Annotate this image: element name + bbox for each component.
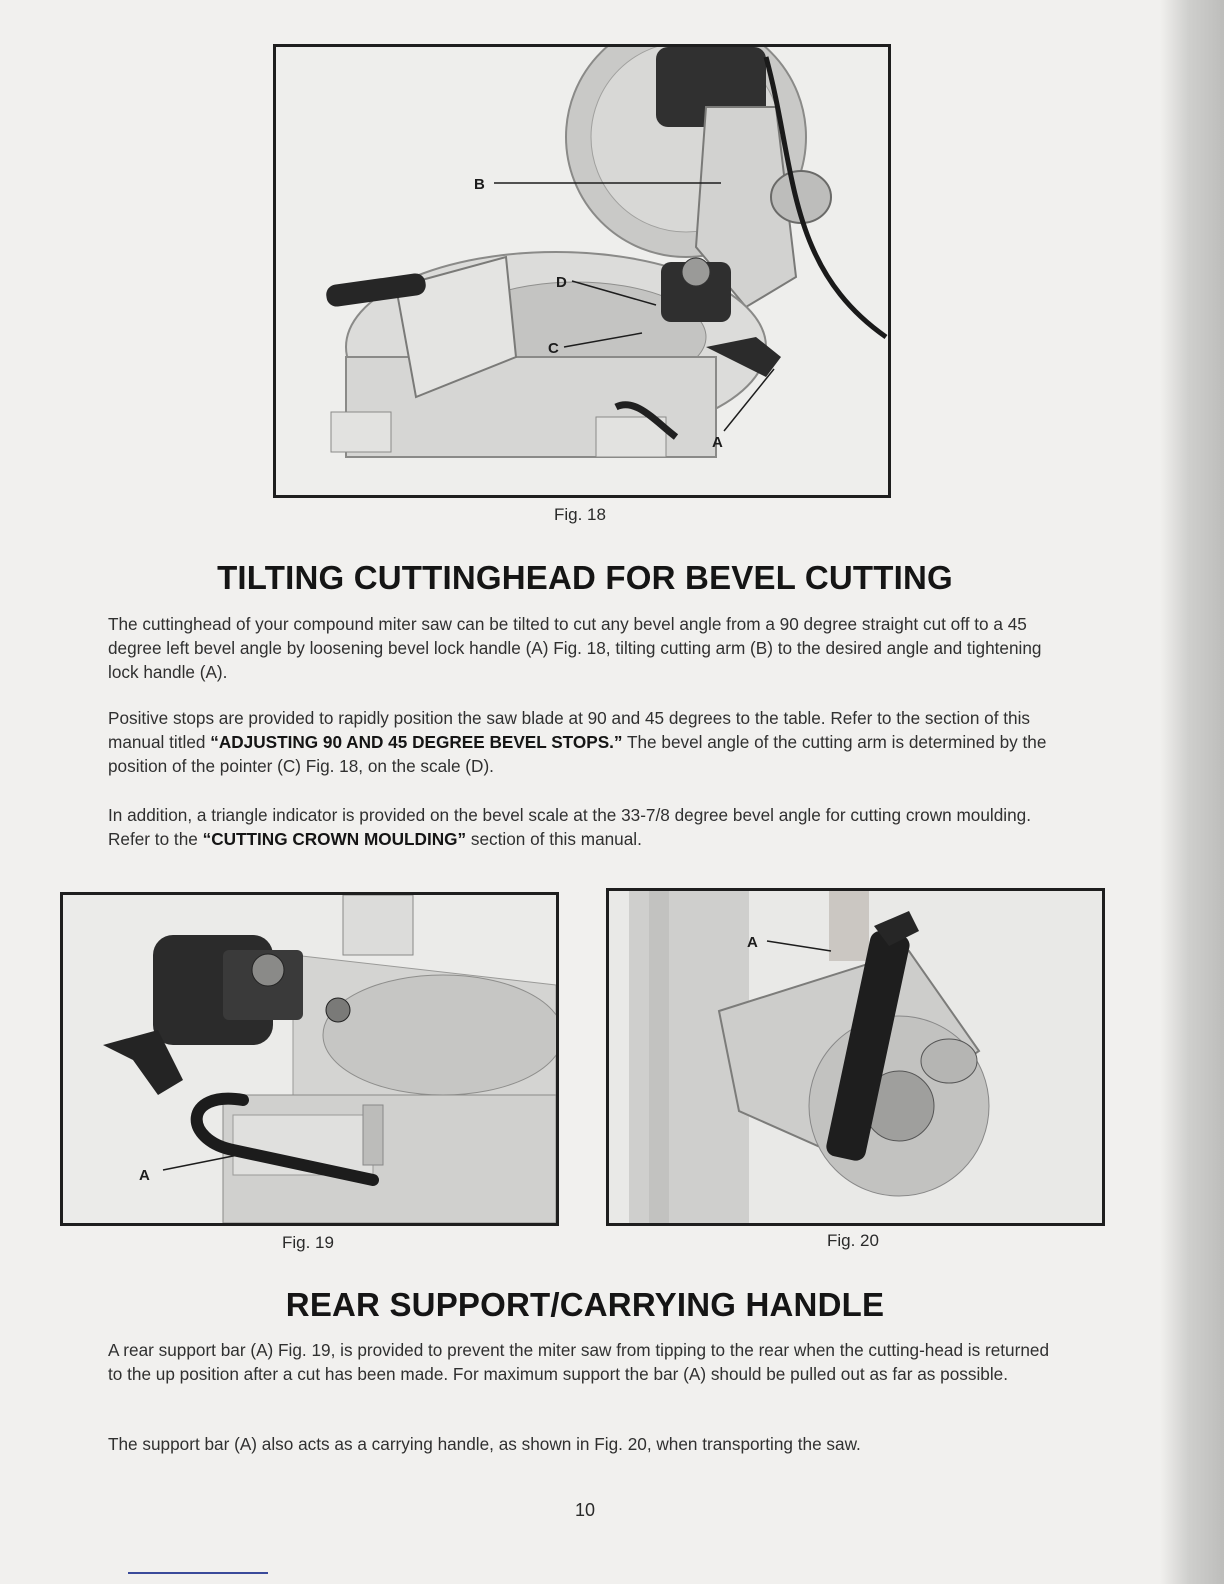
bevel-paragraph-2-text-a: Positive stops are provided to rapidly position the saw blade at 90 and 45 degrees to the table. Refer to the section of this manual titled	[108, 708, 1031, 752]
carrying-paragraph-1: A rear support bar (A) Fig. 19, is provided to prevent the miter saw from tipping to the rear when the cutting-head is returned to the up position after a cut has been made. For maximum support the bar (A) should be pulled out as far as possible.	[108, 1340, 1050, 1384]
figure-18-caption: Fig. 18	[554, 505, 606, 524]
fig18-label-a: A	[712, 434, 723, 451]
fig19-label-a: A	[139, 1167, 150, 1184]
figure-19-caption: Fig. 19	[282, 1233, 334, 1252]
fig20-label-a: A	[747, 934, 758, 951]
page-number: 10	[574, 1500, 596, 1520]
bevel-paragraph-3	[108, 803, 1058, 851]
fig18-label-d: D	[556, 274, 567, 291]
bevel-cutting-heading: TILTING CUTTINGHEAD FOR BEVEL CUTTING	[217, 559, 953, 596]
bevel-paragraph-3-text-b: section of this manual.	[466, 829, 642, 849]
bevel-paragraph-2-text-b: The bevel angle of the cutting arm is determined by the position of the pointer (C) Fig. 18, on the scale (D).	[108, 732, 1047, 776]
bevel-stops-reference: “ADJUSTING 90 AND 45 DEGREE BEVEL STOPS.”	[210, 732, 623, 752]
carrying-handle-heading: REAR SUPPORT/CARRYING HANDLE	[285, 1286, 885, 1323]
bevel-paragraph-1: The cuttinghead of your compound miter saw can be tilted to cut any bevel angle from a 90 degree straight cut off to a 45 degree left bevel angle by loosening bevel lock handle (A) Fig. 18, tilting cutting arm (B) to the desired angle and tightening lock handle (A).	[108, 614, 1042, 682]
bevel-paragraph-3-text-a: In addition, a triangle indicator is provided on the bevel scale at the 33-7/8 degree bevel angle for cutting crown moulding. Refer to the	[108, 805, 1031, 849]
page-edge-shadow	[1160, 0, 1224, 1584]
carrying-handle-illustration	[609, 891, 1102, 1223]
figure-19-photo	[60, 892, 559, 1226]
miter-saw-bevel-illustration	[276, 47, 888, 495]
crown-moulding-reference: “CUTTING CROWN MOULDING”	[202, 829, 467, 849]
rear-support-bar-illustration	[63, 895, 556, 1223]
figure-20-caption: Fig. 20	[827, 1231, 879, 1250]
figure-20-photo	[606, 888, 1105, 1226]
figure-18-photo	[273, 44, 891, 498]
bevel-paragraph-2	[108, 706, 1058, 778]
fig18-label-b: B	[474, 176, 485, 193]
fig18-label-c: C	[548, 340, 559, 357]
carrying-paragraph-2: The support bar (A) also acts as a carrying handle, as shown in Fig. 20, when transporting the saw.	[108, 1434, 861, 1454]
footer-rule	[128, 1572, 268, 1574]
